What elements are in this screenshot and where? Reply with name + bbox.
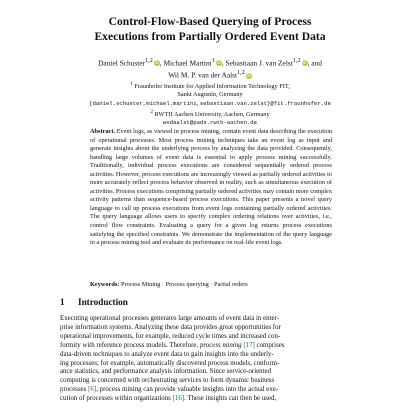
citation-link[interactable]: [16] (172, 395, 185, 403)
text-line: data-driven techniques to analyze event data to gain insights into the underly- (60, 350, 274, 358)
affiliation-marker: 1,2 (292, 58, 301, 64)
section-heading (60, 296, 360, 308)
author-list (50, 56, 370, 81)
affiliation-marker: 1 (211, 58, 215, 64)
section-number: 1 (60, 297, 65, 307)
affiliation-marker: 1,2 (237, 70, 245, 77)
affiliation-2 (50, 108, 370, 119)
orcid-icon[interactable]: iD (154, 60, 159, 66)
text-line: operational improvements, for example, reduced cycle times and increased con- (60, 332, 281, 340)
abstract-label: Abstract. (90, 128, 116, 135)
text-line: computing is concerned with orchestrating services to form dynamic business (60, 377, 275, 385)
paper-title (60, 14, 360, 44)
text-span: , process mining can provide valuable insights into the actual exe- (96, 386, 279, 394)
affiliations (50, 80, 370, 128)
affiliation-email[interactable]: wvdaalst@pads.rwth-aachen.de (163, 119, 257, 127)
text-span: cution of processes within organizations (60, 395, 173, 403)
text-line (60, 386, 360, 395)
emphasis-text: process mining (199, 341, 242, 349)
keywords-label: Keywords: (90, 281, 120, 288)
text-span: . These insights can then be used, (184, 395, 277, 403)
affiliation-email[interactable]: {daniel.schuster,michael.martini,sebastiaan.van.zelst}@fit.fraunhofer.de (89, 99, 331, 107)
text-line: Executing operational processes generates large amounts of event data in enter- (60, 315, 279, 322)
title-line-2: Executions from Partially Ordered Event Data (94, 30, 326, 43)
text-line: ance statistics, and performance analysis information. Since service-oriented (60, 368, 272, 376)
text-line: ing processes; for example, automatically discovered process models, conform- (60, 359, 280, 367)
abstract-text: Event logs, as viewed in process mining, contain event data describing the execution of operational processes. Most process mining techniques take an event log as input and generate insights about the underlying process by analyzing the data provided. Consequently, handling large volumes of event data is essential to apply process mining successfully. Traditionally, individual process executions are considered sequentially ordered process activities. However, process executions are increasingly viewed as partially ordered activities to more accurately reflect process behavior observed in reality, such as simultaneous execution of activities. Process executions comprising partially ordered activities may contain more complex activity patterns than sequence-based process executions. This paper presents a novel query language to call up process executions from event logs containing partially ordered activities. The query language allows users to specify complex ordering relations over activities, i.e., control flow constraints. Evaluating a query for a given log returns process executions satisfying the specified constraints. We demonstrate the implementation of the query language in a process mining tool and evaluate its performance on real-life event logs. (90, 128, 332, 247)
author-name: Michael Martini (163, 58, 212, 68)
keywords (90, 281, 332, 290)
affiliation-institution: RWTH Aachen University, Aachen, Germany (154, 111, 270, 119)
keywords-text: Process Mining · Process querying · Partial orders (120, 281, 248, 288)
orcid-icon[interactable]: iD (246, 72, 251, 78)
authors-line-1: Daniel Schuster$^{1,2}$ iD, Michael Martini$^1$ iD, Sebastiaan J. van Zelst$^{1,2}$ iD, and (98, 58, 322, 68)
authors-conjunction: , and (307, 58, 322, 68)
orcid-icon[interactable]: iD (302, 60, 307, 66)
text-line: prise information systems. Analyzing these data provides great opportunities for (60, 323, 281, 331)
text-line (60, 395, 360, 404)
author-name: Daniel Schuster (98, 58, 146, 68)
citation-link[interactable]: [17] (243, 341, 255, 349)
author-name: Wil M. P. van der Aalst (168, 70, 238, 80)
text-span: processes (60, 386, 89, 394)
affiliation-institution: Fraunhofer Institute for Applied Information Technology FIT, (134, 83, 290, 91)
text-line (60, 342, 360, 351)
affiliation-location: Sankt Augustin, Germany (177, 91, 243, 99)
affiliation-number: 1 (130, 81, 133, 87)
section-title: Introduction (78, 297, 128, 307)
title-line-1: Control-Flow-Based Querying of Process (108, 15, 312, 28)
citation-link[interactable]: [6] (88, 386, 97, 394)
author-name: Sebastiaan J. van Zelst (225, 58, 293, 68)
abstract (90, 128, 332, 248)
text-span: formity with reference process models. Therefore, (60, 341, 200, 349)
affiliation-1 (50, 80, 370, 91)
orcid-icon[interactable]: iD (216, 60, 221, 66)
introduction-text (60, 315, 360, 404)
affiliation-marker: 1,2 (145, 58, 153, 64)
affiliation-number: 2 (150, 108, 154, 115)
text-span: comprises (254, 341, 285, 349)
